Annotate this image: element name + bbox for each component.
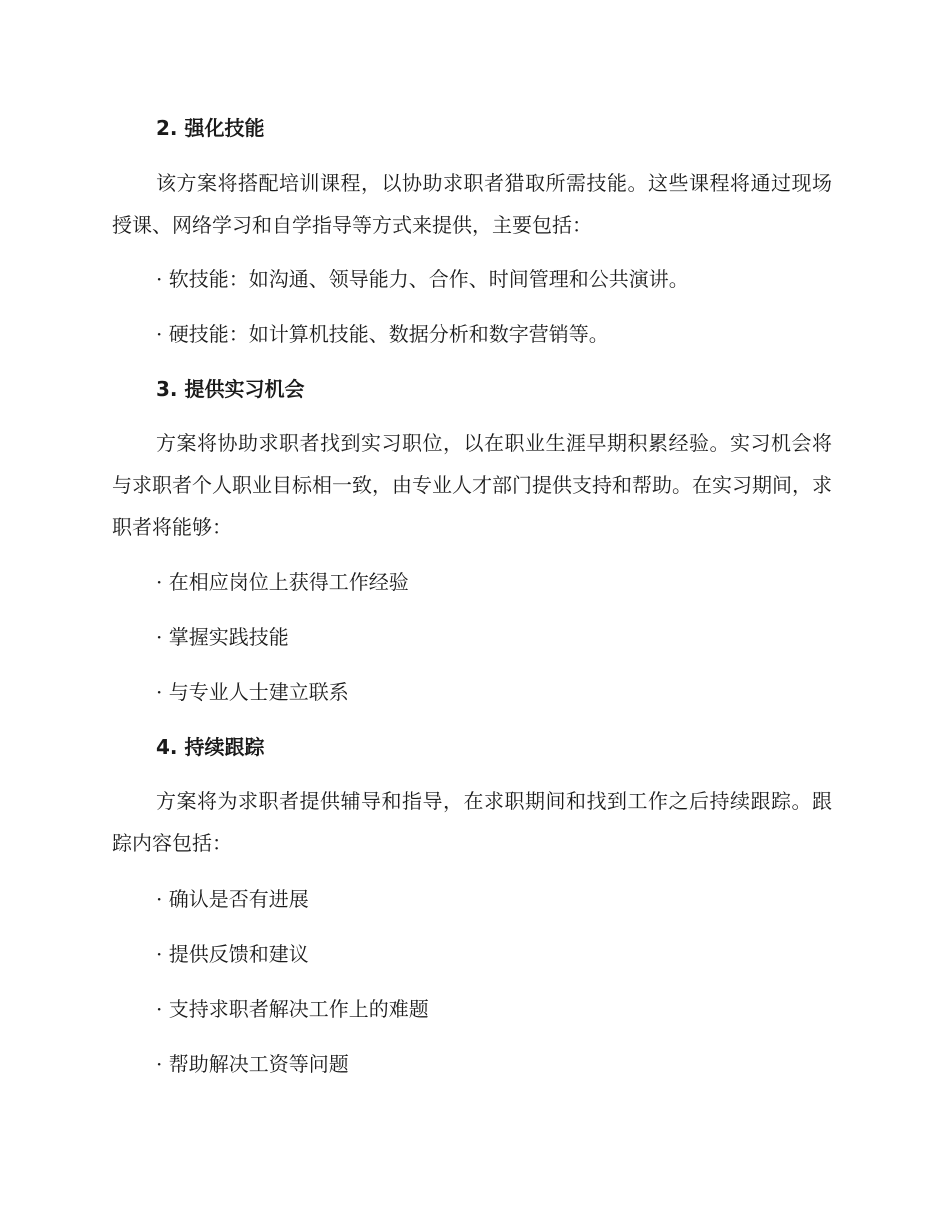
section-heading: 2. 强化技能 [156,116,265,140]
section-heading: 3. 提供实习机会 [156,377,305,401]
bullet-item: · 软技能：如沟通、领导能力、合作、时间管理和公共演讲。 [156,267,689,291]
section-paragraph: 该方案将搭配培训课程，以协助求职者猎取所需技能。这些课程将通过现场授课、网络学习和自学指导等方式来提供，主要包括： [112,171,832,237]
bullet-item: · 硬技能：如计算机技能、数据分析和数字营销等。 [156,322,609,346]
section-paragraph: 方案将为求职者提供辅导和指导，在求职期间和找到工作之后持续跟踪。跟踪内容包括： [112,789,832,855]
bullet-item: · 帮助解决工资等问题 [156,1052,349,1076]
bullet-item: · 确认是否有进展 [156,887,309,911]
bullet-item: · 在相应岗位上获得工作经验 [156,570,409,594]
bullet-item: · 提供反馈和建议 [156,942,309,966]
bullet-item: · 与专业人士建立联系 [156,680,349,704]
bullet-item: · 支持求职者解决工作上的难题 [156,997,429,1021]
bullet-item: · 掌握实践技能 [156,625,289,649]
section-paragraph: 方案将协助求职者找到实习职位，以在职业生涯早期积累经验。实习机会将与求职者个人职业目标相一致，由专业人才部门提供支持和帮助。在实习期间，求职者将能够： [112,431,832,539]
section-heading: 4. 持续跟踪 [156,735,265,759]
